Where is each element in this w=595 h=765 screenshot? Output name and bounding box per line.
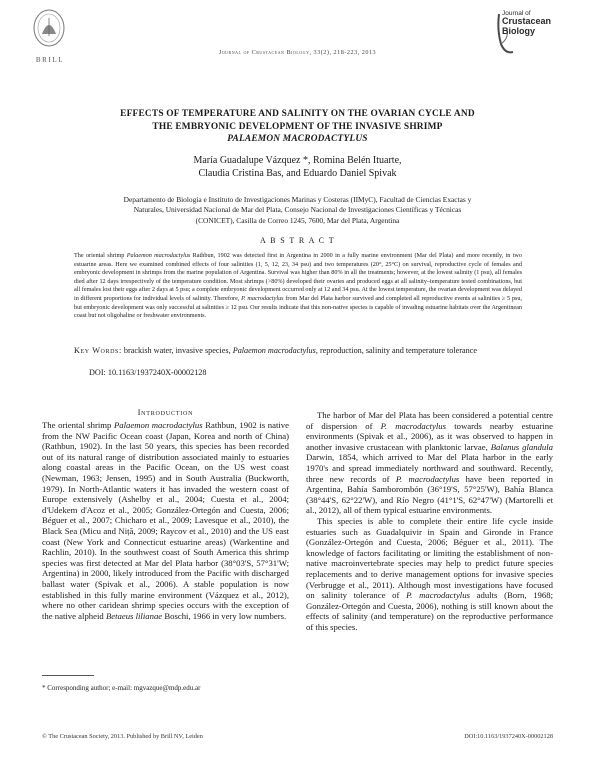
species-name: Palaemon macrodactylus bbox=[113, 420, 203, 430]
text: The oriental shrimp bbox=[42, 420, 114, 430]
keywords-label: Key Words: bbox=[74, 346, 122, 355]
intro-paragraph bbox=[306, 516, 553, 633]
footnote-divider bbox=[42, 675, 94, 676]
affiliation-line-2: Naturales, Universidad Nacional de Mar del Plata, Consejo Nacional de Investigaciones Científicas y Técnicas bbox=[133, 205, 462, 215]
journal-logo-line-1: Journal of bbox=[502, 10, 531, 17]
text: Boschi, 1966 in very low numbers. bbox=[162, 610, 287, 621]
footer-doi: DOI:10.1163/1937240X-00002128 bbox=[464, 733, 553, 740]
section-heading-introduction: Introduction bbox=[137, 408, 194, 417]
species-name: P. macrodactylus bbox=[406, 590, 470, 601]
article-doi[interactable]: DOI: 10.1163/1937240X-00002128 bbox=[89, 368, 207, 377]
abstract-text-part: Rathbun, 1902 was detected first in Argentina in 2000 in a fully marine environment (Mar del Plata) and more recently, in two estuarine areas. Here we examined combined effects of four salinities (1, 5, 12, 23, 34 psu) and two temperatures (20°, 25°C) on survival, reproductive cycle of females and embryonic development in shrimps from the marine population of Argentina. Survival was higher than 80% in all the treatments; however, at the lowest salinity (1 psu), all females died after 12 days irrespectively of the temperature condition. Most shrimps (>80%) developed their ovaries and produced eggs at all salinity–temperature tested combinations, but all females lost their eggs after 2 days at 5 psu; a complete embryonic development occurred only at 12 and 34 psu. At the lowest temperature, the ovarian development was delayed in different proportions for individual levels of salinity. Therefore, bbox=[74, 252, 522, 302]
text: The harbor of Mar del Plata has been considered a potential centre of dispersion of bbox=[306, 410, 553, 431]
authors-line-1: María Guadalupe Vázquez *, Romina Belén Ituarte, bbox=[193, 155, 402, 166]
article-title bbox=[40, 108, 555, 146]
copyright-footer: © The Crustacean Society, 2013. Published by Brill NV, Leiden bbox=[42, 733, 203, 740]
publisher-name: BRILL bbox=[35, 56, 65, 64]
keywords-species: Palaemon macrodactylus bbox=[232, 346, 316, 355]
affiliation-line-1: Departamento de Biología e Instituto de Investigaciones Marinas y Costeras (IIMyC), Facultad de Ciencias Exactas y bbox=[123, 195, 472, 204]
species-name: Betaeus lilianae bbox=[105, 610, 163, 621]
keywords-text: brackish water, invasive species, bbox=[121, 346, 233, 355]
intro-paragraph bbox=[306, 410, 553, 516]
intro-right-column bbox=[306, 410, 553, 632]
authors-line-2: Claudia Cristina Bas, and Eduardo Daniel Spivak bbox=[198, 168, 397, 179]
text: have been reported in Argentina, Bahía Samborombón (36°19'S, 57°25'W), Bahía Blanca (38°44'S, 62°22'W), and Río Negro (41°1'S, 62°47'W) (Martorelli et al., 2012), all of them typical estuarine environments. bbox=[306, 473, 553, 516]
keywords bbox=[74, 346, 522, 357]
title-line-1: EFFECTS OF TEMPERATURE AND SALINITY ON THE OVARIAN CYCLE AND bbox=[120, 109, 475, 119]
title-line-3: PALAEMON MACRODACTYLUS bbox=[227, 134, 368, 144]
journal-logo-line-2: Crustacean bbox=[502, 16, 552, 26]
affiliation-line-3: (CONICET), Casilla de Correo 1245, 7600, Mar del Plata, Argentina bbox=[195, 215, 400, 225]
keywords-text: , reproduction, salinity and temperature tolerance bbox=[315, 346, 478, 355]
abstract-text-part: from Mar del Plata harbor survived and completed all reproductive events at salinities ≥ 5 psu, but embryonic development was only successful at salinities ≥ 12 psu. Our results indicate that this non-native species is capable of invading estuarine habitats over the Argentinean coast but not oligohaline or freshwater environments. bbox=[74, 294, 522, 320]
journal-citation: Journal of Crustacean Biology, 33(2), 218-223, 2013 bbox=[218, 49, 377, 56]
title-line-2: THE EMBRYONIC DEVELOPMENT OF THE INVASIVE SHRIMP bbox=[152, 121, 443, 132]
intro-left-column bbox=[42, 420, 289, 621]
abstract-text bbox=[74, 252, 522, 321]
species-name: P. macrodactylus bbox=[380, 420, 447, 431]
text: adults (Born, 1968; González-Ortegón and Cuesta, 2006), nothing is still known about the effects of salinity (and temperature) on the reproductive performance of this species. bbox=[306, 590, 553, 632]
intro-paragraph bbox=[42, 420, 289, 621]
publisher-seal-icon bbox=[30, 6, 68, 52]
text: This species is able to complete their entire life cycle inside estuaries such as Guadalquivir in Spain and Gironde in France (González-Ortegón and Cuesta, 2006; Béguer et al., 2011). The knowledge of factors facilitating or limiting the establishment of non-native macroinvertebrate species may help to predict future species replacements and to derive management options for invasive species (Verbrugge et al., 2011). Although most investigations have focused on salinity tolerance of bbox=[306, 515, 553, 601]
text: Rathbun, 1902 is native from the NW Pacific Ocean coast (Japan, Korea and north of China) (Rathbun, 1902). In the last 50 years, this species has been recorded out of its natural range of distribution associated mainly to estuaries along coastal areas in the Pacific Ocean, on the US west coast (Newman, 1963; Jensen, 1995) and in South Australia (Buckworth, 1979). In North-Atlantic waters it has invaded the western coast of Europe extensively (Ashelby et al., 2004; Cuesta et al., 2004; d'Udekem d'Acoz et al., 2005; González-Ortegón and Cuesta, 2006; Béguer et al., 2007; Chicharo et al., 2009; Lavesque et al., 2010), the Black Sea (Micu and Niță, 2009; Raycov et al., 2010) and the US east coast (New York and Connecticut estuarine areas) (Warkentine and Rachlin, 2010). In the southwest coast of South America this shrimp species was first detected at Mar del Plata harbor (38°03'S, 57°31'W; Argentina) in 2000, likely introduced from the Pacific with discharged ballast water (Spivak et al., 2006). A stable population is now established in this fully marine environment (Vázquez et al., 2012), where no other caridean shrimp species occurs with the exception of the native alpheid bbox=[42, 420, 289, 621]
corresponding-author-footnote: * Corresponding author; e-mail: mgvazque@mdp.edu.ar bbox=[42, 684, 201, 692]
affiliation bbox=[40, 195, 555, 226]
abstract-text-part: The oriental shrimp bbox=[74, 252, 127, 259]
abstract-species: P. macrodactylus bbox=[241, 294, 284, 302]
abstract-heading: A B S T R A C T bbox=[259, 236, 336, 245]
species-name: P. macrodactylus bbox=[395, 473, 460, 484]
species-name: Balanus glandula bbox=[490, 441, 553, 452]
author-list bbox=[40, 154, 555, 180]
text: Darwin, 1854, which arrived to Mar del Plata harbor in the early 1970's and spread immediately northward and southward. Recently, three new records of bbox=[306, 452, 553, 484]
abstract-species: Palaemon macrodactylus bbox=[126, 252, 191, 259]
journal-logo-line-3: Biology bbox=[502, 26, 535, 36]
text: towards nearby estuarine environments (Spivak et al., 2006), as it was observed to happen in another invasive crustacean with planktonic larvae, bbox=[306, 420, 554, 452]
